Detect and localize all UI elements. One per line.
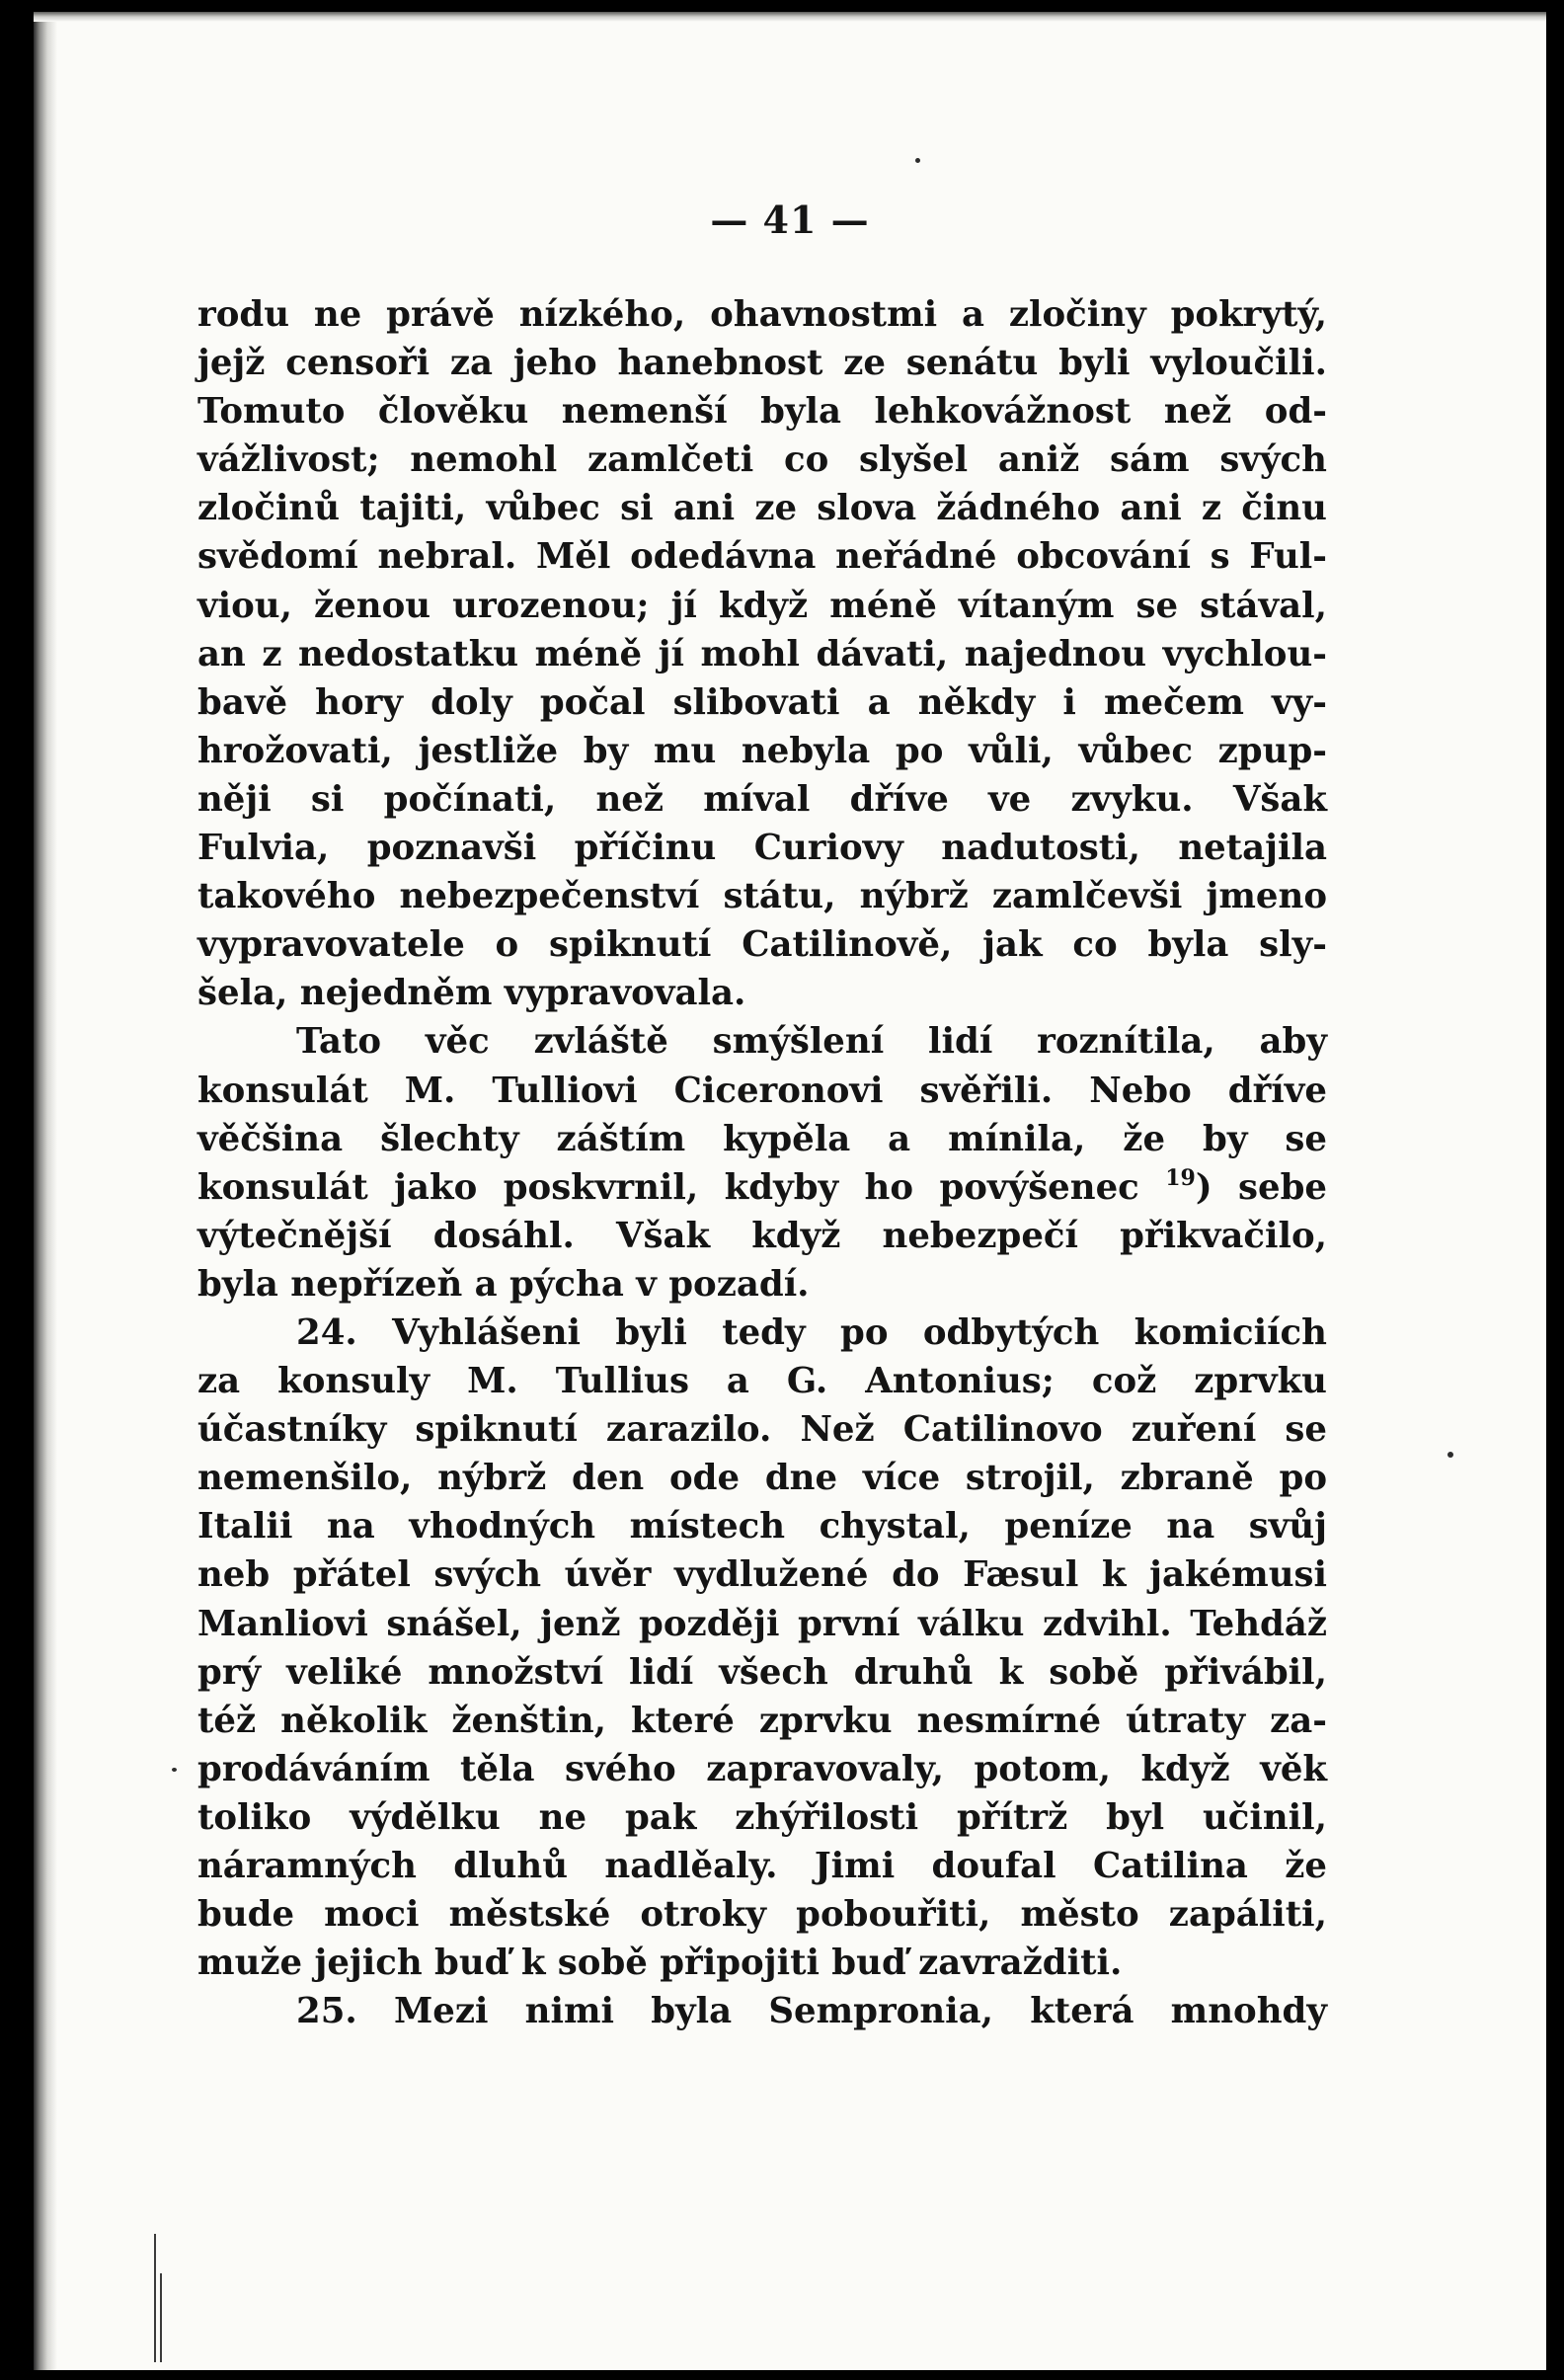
scan-shadow-top: [34, 12, 1546, 22]
scan-speck: [915, 158, 920, 163]
text-line: neb přátel svých úvěr vydlužené do Fæsul k jakémusi: [197, 1554, 1327, 1596]
text-line: Fulvia, poznavši příčinu Curiovy nadutosti, netajila: [197, 828, 1327, 869]
margin-mark: [154, 2234, 156, 2362]
text-line: rodu ne právě nízkého, ohavnostmi a zločiny pokrytý,: [197, 294, 1327, 335]
page-number: — 41 —: [710, 198, 870, 242]
text-line: zločinů tajiti, vůbec si ani ze slova žádného ani z činu: [197, 488, 1327, 529]
text-line: Tato věc zvláště smýšlení lidí roznítila, aby: [296, 1021, 1327, 1063]
footnote-reference[interactable]: 19: [1165, 1164, 1196, 1191]
text-line: vypravovatele o spiknutí Catilinově, jak co byla sly-: [197, 924, 1327, 966]
text-line: konsulát M. Tulliovi Ciceronovi svěřili. Nebo dříve: [197, 1070, 1327, 1111]
text-line: výtečnější dosáhl. Však když nebezpečí přikvačilo,: [197, 1215, 1327, 1256]
text-line: takového nebezpečenství státu, nýbrž zamlčevši jmeno: [197, 876, 1327, 917]
scan-speck: [172, 1768, 177, 1772]
text-line: svědomí nebral. Měl odedávna neřádné obcování s Ful-: [197, 536, 1327, 578]
text-line: šela, nejedněm vypravovala.: [197, 973, 746, 1014]
book-page: [34, 12, 1546, 2370]
text-line-with-footnote: [197, 1163, 1327, 1212]
text-segment: konsulát jako poskvrnil, kdyby ho povýšenec: [197, 1166, 1139, 1208]
scan-speck: [1447, 1452, 1453, 1458]
text-segment: ) sebe: [1195, 1166, 1327, 1208]
text-line: věčšina šlechty záštím kypěla a mínila, že by se: [197, 1118, 1327, 1159]
scan-shadow-left: [34, 12, 57, 2370]
text-line: prodáváním těla svého zapravovaly, potom, když věk: [197, 1748, 1327, 1789]
margin-mark: [160, 2273, 162, 2362]
text-line: Manliovi snášel, jenž později první válku zdvihl. Tehdáž: [197, 1603, 1327, 1644]
text-line: vážlivost; nemohl zamlčeti co slyšel aniž sám svých: [197, 439, 1327, 481]
body-text: [197, 290, 1327, 2035]
text-line: jejž censoři za jeho hanebnost ze senátu byli vyloučili.: [197, 343, 1327, 384]
text-line: Italii na vhodných místech chystal, peníze na svůj: [197, 1506, 1327, 1547]
text-line: bavě hory doly počal slibovati a někdy i mečem vy-: [197, 681, 1327, 723]
text-line: náramných dluhů nadlěaly. Jimi doufal Catilina že: [197, 1846, 1327, 1886]
text-line: byla nepřízeň a pýcha v pozadí.: [197, 1263, 810, 1305]
text-line: muže jejich buď k sobě připojiti buď zavražditi.: [197, 1943, 1123, 1984]
text-line: nemenšilo, nýbrž den ode dne více strojil, zbraně po: [197, 1458, 1327, 1499]
text-line: účastníky spiknutí zarazilo. Než Catilinovo zuření se: [197, 1409, 1327, 1451]
text-line: prý veliké množství lidí všech druhů k sobě přivábil,: [197, 1651, 1327, 1693]
text-line: též několik ženštin, které zprvku nesmírné útraty za-: [197, 1700, 1327, 1741]
text-line: 25. Mezi nimi byla Sempronia, která mnohdy: [296, 1991, 1327, 2032]
text-line: 24. Vyhlášeni byli tedy po odbytých komiciích: [296, 1311, 1327, 1353]
text-line: něji si počínati, než míval dříve ve zvyku. Však: [197, 778, 1327, 820]
text-line: Tomuto člověku nemenší byla lehkovážnost než od-: [197, 391, 1327, 433]
text-line: toliko výdělku ne pak zhýřilosti přítrž byl učinil,: [197, 1796, 1327, 1838]
text-line: bude moci městské otroky pobouřiti, město zapáliti,: [197, 1894, 1327, 1936]
text-line: viou, ženou urozenou; jí když méně vítaným se stával,: [197, 585, 1327, 626]
text-line: za konsuly M. Tullius a G. Antonius; což zprvku: [197, 1361, 1327, 1402]
text-line: hrožovati, jestliže by mu nebyla po vůli, vůbec zpup-: [197, 730, 1327, 771]
text-line: an z nedostatku méně jí mohl dávati, najednou vychlou-: [197, 633, 1327, 674]
